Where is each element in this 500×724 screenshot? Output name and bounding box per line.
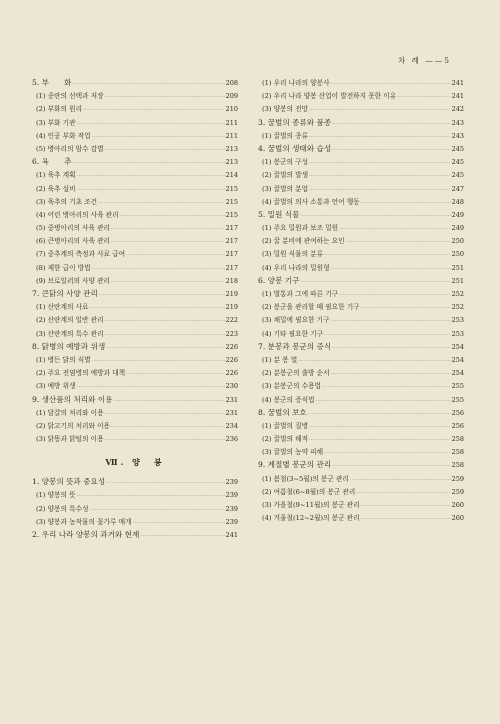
toc-entry-title: (3) 닭똥과 닭털의 이용 xyxy=(36,435,104,444)
toc-entry-title: (4) 겨울철(12~2월)의 봉군 관리 xyxy=(262,514,360,523)
toc-subsection-entry xyxy=(32,248,238,261)
toc-entry-title: (1) 양봉의 뜻 xyxy=(36,491,76,500)
dot-leader xyxy=(105,437,225,443)
toc-entry-page-number: 243 xyxy=(451,118,464,127)
toc-entry-page-number: 249 xyxy=(451,210,464,219)
toc-entry-title: 6. 육 추 xyxy=(32,157,72,167)
toc-left-after-list xyxy=(32,476,238,542)
dot-leader xyxy=(111,424,225,430)
dot-leader xyxy=(309,134,451,140)
dot-leader xyxy=(126,252,225,258)
toc-section-entry xyxy=(32,476,238,489)
toc-entry-title: (4) 인공 부화 작업 xyxy=(36,131,91,140)
toc-entry-title: (8) 제한 급이 방법 xyxy=(36,263,91,272)
toc-subsection-entry xyxy=(258,433,464,446)
toc-entry-page-number: 217 xyxy=(225,250,238,259)
toc-entry-page-number: 231 xyxy=(225,395,238,404)
toc-entry-title: 8. 닭병의 예방과 위생 xyxy=(32,341,106,351)
toc-entry-title: (4) 기타 필요한 기구 xyxy=(262,329,324,338)
toc-entry-page-number: 215 xyxy=(225,197,238,206)
toc-entry-title: (1) 봄철(3~5월)의 봉군 관리 xyxy=(262,474,349,483)
toc-subsection-entry xyxy=(32,117,238,130)
toc-entry-title: (2) 양봉의 특수성 xyxy=(36,504,89,513)
toc-entry-page-number: 241 xyxy=(451,79,464,87)
dot-leader xyxy=(324,332,451,338)
toc-entry-title: (5) 병아리의 암수 감별 xyxy=(36,144,104,153)
toc-entry-page-number: 251 xyxy=(451,263,464,272)
dot-leader xyxy=(98,200,225,206)
toc-entry-title: (2) 꿀벌의 발생 xyxy=(262,171,309,180)
toc-entry-page-number: 256 xyxy=(451,421,464,430)
dot-leader xyxy=(332,121,450,127)
toc-entry-page-number: 251 xyxy=(451,276,464,285)
toc-entry-title: (4) 봉군의 증식법 xyxy=(262,395,315,404)
toc-subsection-entry xyxy=(32,489,238,502)
toc-entry-title: (1) 병든 닭의 식별 xyxy=(36,355,91,364)
toc-subsection-entry xyxy=(32,262,238,275)
toc-entry-title: (3) 채밀에 필요한 기구 xyxy=(262,316,330,325)
toc-entry-page-number: 255 xyxy=(451,382,464,391)
toc-subsection-entry xyxy=(258,103,464,116)
toc-entry-page-number: 226 xyxy=(225,355,238,364)
toc-subsection-entry xyxy=(32,301,238,314)
toc-subsection-entry xyxy=(32,380,238,393)
toc-subsection-entry xyxy=(258,130,464,143)
toc-subsection-entry xyxy=(258,77,464,90)
toc-left-column xyxy=(32,77,238,542)
toc-subsection-entry xyxy=(32,367,238,380)
toc-right-column xyxy=(258,77,464,525)
toc-subsection-entry xyxy=(32,354,238,367)
toc-entry-title: (2) 산란계의 일반 관리 xyxy=(36,316,104,325)
dot-leader xyxy=(77,493,225,499)
toc-subsection-entry xyxy=(32,433,238,446)
dot-leader xyxy=(77,173,225,179)
toc-entry-title: (2) 우리 나라 양봉 산업이 발전하지 못한 이유 xyxy=(262,92,397,101)
dot-leader xyxy=(309,437,451,443)
running-header xyxy=(398,55,451,66)
toc-section-entry xyxy=(32,529,238,542)
toc-entry-page-number: 258 xyxy=(451,461,464,470)
dot-leader xyxy=(397,94,450,100)
header-dash: —— xyxy=(425,56,445,65)
toc-entry-page-number: 219 xyxy=(225,303,238,312)
toc-section-entry xyxy=(258,209,464,222)
toc-subsection-entry xyxy=(32,103,238,116)
dot-leader xyxy=(120,213,225,219)
toc-entry-title: 3. 꿀벌의 종류와 품종 xyxy=(258,117,332,127)
dot-leader xyxy=(346,239,451,245)
toc-subsection-entry xyxy=(258,288,464,301)
toc-subsection-entry xyxy=(258,394,464,407)
toc-entry-title: (3) 분봉군의 수용법 xyxy=(262,382,321,391)
toc-subsection-entry xyxy=(32,516,238,529)
toc-entry-page-number: 249 xyxy=(451,224,464,233)
toc-entry-title: (1) 우리 나라의 양봉사 xyxy=(262,79,330,87)
dot-leader xyxy=(331,371,451,377)
dot-leader xyxy=(339,292,450,298)
toc-subsection-entry xyxy=(258,499,464,512)
toc-subsection-entry xyxy=(32,328,238,341)
toc-subsection-entry xyxy=(258,248,464,261)
dot-leader xyxy=(309,424,451,430)
toc-entry-title: (3) 육추의 기초 조건 xyxy=(36,197,98,206)
toc-entry-page-number: 239 xyxy=(225,478,238,487)
toc-entry-page-number: 209 xyxy=(225,92,238,101)
dot-leader xyxy=(111,226,225,232)
dot-leader xyxy=(300,213,450,219)
toc-entry-title: (4) 꿀벌의 의사 소통과 언어 행동 xyxy=(262,197,360,206)
toc-entry-page-number: 218 xyxy=(225,276,238,285)
toc-subsection-entry xyxy=(258,169,464,182)
toc-subsection-entry xyxy=(258,314,464,327)
toc-subsection-entry xyxy=(258,328,464,341)
dot-leader xyxy=(309,187,451,193)
toc-subsection-entry xyxy=(32,314,238,327)
toc-subsection-entry xyxy=(258,473,464,486)
toc-subsection-entry xyxy=(32,169,238,182)
toc-entry-page-number: 247 xyxy=(451,184,464,193)
toc-entry-page-number: 245 xyxy=(451,171,464,180)
dot-leader xyxy=(114,398,225,404)
toc-subsection-entry xyxy=(258,420,464,433)
dot-leader xyxy=(331,266,451,272)
toc-subsection-entry xyxy=(32,275,238,288)
toc-subsection-entry xyxy=(258,380,464,393)
toc-entry-title: (3) 꿀벌의 분업 xyxy=(262,184,309,193)
toc-entry-page-number: 236 xyxy=(225,435,238,444)
toc-entry-title: (4) 어린 병아리의 사육 관리 xyxy=(36,210,119,219)
dot-leader xyxy=(332,345,450,351)
toc-entry-page-number: 222 xyxy=(225,316,238,325)
toc-entry-title: 7. 큰닭의 사양 관리 xyxy=(32,289,98,298)
toc-section-entry xyxy=(258,117,464,130)
toc-subsection-entry xyxy=(32,503,238,516)
toc-entry-title: (1) 산란계의 사료 xyxy=(36,303,89,312)
toc-subsection-entry xyxy=(258,446,464,459)
toc-subsection-entry xyxy=(258,183,464,196)
dot-leader xyxy=(298,358,450,364)
toc-entry-page-number: 250 xyxy=(451,250,464,259)
toc-entry-page-number: 215 xyxy=(225,210,238,219)
header-title: 차 례 xyxy=(398,56,421,65)
dot-leader xyxy=(92,134,225,140)
dot-leader xyxy=(106,480,224,486)
toc-entry-page-number: 252 xyxy=(451,303,464,312)
toc-entry-page-number: 217 xyxy=(225,224,238,233)
toc-entry-page-number: 245 xyxy=(451,158,464,167)
toc-entry-page-number: 211 xyxy=(225,131,238,140)
dot-leader xyxy=(126,371,225,377)
dot-leader xyxy=(324,450,451,456)
dot-leader xyxy=(73,160,225,166)
toc-entry-title: (6) 큰병아리의 사육 관리 xyxy=(36,237,110,246)
dot-leader xyxy=(361,305,451,311)
toc-entry-page-number: 245 xyxy=(451,144,464,153)
dot-leader xyxy=(105,411,225,417)
toc-entry-page-number: 259 xyxy=(451,487,464,496)
dot-leader xyxy=(332,147,450,153)
toc-subsection-entry xyxy=(32,407,238,420)
dot-leader xyxy=(106,345,224,351)
toc-entry-page-number: 208 xyxy=(225,79,238,87)
dot-leader xyxy=(99,292,225,298)
toc-subsection-entry xyxy=(32,196,238,209)
toc-entry-page-number: 252 xyxy=(451,290,464,298)
dot-leader xyxy=(105,318,225,324)
dot-leader xyxy=(105,147,225,153)
toc-entry-title: 9. 생산품의 처리와 이용 xyxy=(32,394,113,404)
toc-entry-title: 8. 꿀벌의 보호 xyxy=(258,407,307,417)
toc-entry-title: 9. 계절별 봉군의 관리 xyxy=(258,460,332,470)
toc-subsection-entry xyxy=(32,90,238,103)
toc-entry-page-number: 217 xyxy=(225,237,238,246)
dot-leader xyxy=(140,533,224,539)
toc-subsection-entry xyxy=(32,130,238,143)
toc-entry-page-number: 219 xyxy=(225,290,238,298)
toc-subsection-entry xyxy=(258,486,464,499)
toc-entry-page-number: 258 xyxy=(451,448,464,457)
toc-entry-page-number: 254 xyxy=(451,342,464,351)
toc-entry-page-number: 254 xyxy=(451,369,464,378)
toc-entry-page-number: 239 xyxy=(225,504,238,513)
toc-entry-title: (7) 중추계의 측정과 사료 급여 xyxy=(36,250,126,259)
toc-entry-page-number: 253 xyxy=(451,329,464,338)
toc-entry-page-number: 226 xyxy=(225,342,238,351)
toc-subsection-entry xyxy=(258,367,464,380)
toc-entry-title: (3) 산란계의 특수 관리 xyxy=(36,329,104,338)
dot-leader xyxy=(133,520,225,526)
toc-entry-title: (3) 가을철(9~11월)의 봉군 관리 xyxy=(262,501,360,509)
dot-leader xyxy=(105,94,225,100)
toc-entry-page-number: 215 xyxy=(225,184,238,193)
toc-entry-page-number: 217 xyxy=(225,263,238,272)
toc-entry-title: 6. 양봉 기구 xyxy=(258,275,300,285)
toc-entry-title: (1) 종란의 선택과 저장 xyxy=(36,92,104,101)
dot-leader xyxy=(77,187,225,193)
toc-entry-title: (2) 육추 설비 xyxy=(36,184,76,193)
toc-entry-page-number: 254 xyxy=(451,355,464,364)
toc-entry-page-number: 250 xyxy=(451,237,464,246)
dot-leader xyxy=(92,266,225,272)
toc-entry-title: (5) 중병아리의 사육 관리 xyxy=(36,224,110,233)
toc-entry-page-number: 230 xyxy=(225,382,238,391)
toc-section-entry xyxy=(32,394,238,407)
toc-entry-title: (3) 양봉과 농작물의 꽃가루 매개 xyxy=(36,517,132,526)
dot-leader xyxy=(361,516,451,522)
dot-leader xyxy=(361,200,451,206)
toc-entry-title: (2) 닭고기의 처리와 이용 xyxy=(36,421,110,430)
toc-entry-title: (1) 봉군의 구성 xyxy=(262,158,309,167)
toc-entry-title: (1) 벌통과 그에 따른 기구 xyxy=(262,290,339,298)
toc-subsection-entry xyxy=(258,262,464,275)
toc-entry-title: (1) 달걀의 처리와 이용 xyxy=(36,408,104,417)
dot-leader xyxy=(90,305,225,311)
dot-leader xyxy=(300,279,450,285)
toc-entry-title: (9) 브로일러의 사양 관리 xyxy=(36,276,110,285)
toc-entry-page-number: 258 xyxy=(451,435,464,444)
toc-entry-title: (2) 꿀 분비에 관여하는 요인 xyxy=(262,237,345,246)
toc-entry-page-number: 259 xyxy=(451,474,464,483)
toc-subsection-entry xyxy=(32,222,238,235)
toc-section-entry xyxy=(258,459,464,472)
toc-subsection-entry xyxy=(258,235,464,248)
dot-leader xyxy=(361,503,451,509)
toc-subsection-entry xyxy=(258,156,464,169)
toc-subsection-entry xyxy=(258,90,464,103)
dot-leader xyxy=(105,332,225,338)
toc-subsection-entry xyxy=(32,235,238,248)
dot-leader xyxy=(92,358,225,364)
toc-entry-page-number: 226 xyxy=(225,369,238,378)
toc-section-entry xyxy=(32,288,238,301)
dot-leader xyxy=(90,507,225,513)
toc-entry-page-number: 241 xyxy=(225,531,238,539)
dot-leader xyxy=(332,463,450,469)
toc-subsection-entry xyxy=(32,420,238,433)
toc-subsection-entry xyxy=(258,512,464,525)
toc-section-entry xyxy=(258,143,464,156)
dot-leader xyxy=(309,173,451,179)
toc-entry-page-number: 210 xyxy=(225,105,238,114)
dot-leader xyxy=(322,384,451,390)
toc-section-entry xyxy=(258,341,464,354)
toc-entry-title: 5. 밀원 식물 xyxy=(258,209,300,219)
toc-right-list xyxy=(258,77,464,525)
toc-entry-title: (2) 꿀벌의 해적 xyxy=(262,435,309,444)
toc-entry-page-number: 243 xyxy=(451,131,464,140)
toc-entry-title: (2) 주요 전염병의 예방과 대책 xyxy=(36,369,126,378)
dot-leader xyxy=(331,318,451,324)
toc-entry-title: 1. 양봉의 뜻과 중요성 xyxy=(32,477,106,487)
toc-section-entry xyxy=(258,407,464,420)
toc-entry-title: (2) 부화의 원리 xyxy=(36,105,83,114)
dot-leader xyxy=(331,81,451,87)
toc-entry-page-number: 260 xyxy=(451,514,464,523)
toc-entry-title: (3) 꿀벌의 농약 피해 xyxy=(262,448,324,457)
toc-entry-page-number: 234 xyxy=(225,421,238,430)
toc-entry-page-number: 213 xyxy=(225,158,238,167)
toc-entry-page-number: 231 xyxy=(225,408,238,417)
toc-entry-title: (2) 봉군을 관리할 때 필요한 기구 xyxy=(262,303,360,312)
toc-entry-title: (3) 예방 위생 xyxy=(36,382,76,391)
toc-entry-page-number: 255 xyxy=(451,395,464,404)
dot-leader xyxy=(309,160,451,166)
toc-subsection-entry xyxy=(258,196,464,209)
toc-entry-title: (2) 여름철(6~8월)의 봉군 관리 xyxy=(262,487,356,496)
toc-entry-title: (1) 분 봉 열 xyxy=(262,355,298,364)
toc-entry-page-number: 241 xyxy=(451,92,464,101)
toc-section-entry xyxy=(32,156,238,169)
header-page-number: 5 xyxy=(444,56,452,65)
toc-entry-title: (3) 양봉의 전망 xyxy=(262,105,309,114)
toc-entry-title: 5. 부 화 xyxy=(32,78,72,87)
toc-entry-page-number: 253 xyxy=(451,316,464,325)
toc-entry-title: (1) 꿀벌의 종류 xyxy=(262,131,309,140)
toc-entry-page-number: 260 xyxy=(451,501,464,509)
dot-leader xyxy=(309,107,451,113)
toc-section-entry xyxy=(32,341,238,354)
toc-entry-title: 2. 우리 나라 양봉의 과거와 현재 xyxy=(32,530,140,539)
toc-subsection-entry xyxy=(258,354,464,367)
toc-entry-page-number: 239 xyxy=(225,491,238,500)
dot-leader xyxy=(73,81,225,87)
toc-entry-page-number: 239 xyxy=(225,517,238,526)
toc-entry-title: (3) 밀원 식물의 분류 xyxy=(262,250,324,259)
toc-subsection-entry xyxy=(32,209,238,222)
toc-entry-title: (1) 육추 계획 xyxy=(36,171,76,180)
toc-subsection-entry xyxy=(32,143,238,156)
dot-leader xyxy=(356,490,450,496)
toc-entry-title: 7. 분봉과 봉군의 증식 xyxy=(258,341,332,351)
toc-entry-page-number: 248 xyxy=(451,197,464,206)
toc-entry-page-number: 242 xyxy=(451,105,464,114)
toc-subsection-entry xyxy=(258,222,464,235)
toc-entry-page-number: 223 xyxy=(225,329,238,338)
toc-section-entry xyxy=(258,275,464,288)
toc-entry-title: (1) 주요 밀원과 보조 밀원 xyxy=(262,224,339,233)
dot-leader xyxy=(324,252,451,258)
toc-entry-page-number: 214 xyxy=(225,171,238,180)
toc-subsection-entry xyxy=(258,301,464,314)
dot-leader xyxy=(77,384,225,390)
toc-left-list xyxy=(32,77,238,446)
dot-leader xyxy=(308,411,451,417)
dot-leader xyxy=(83,107,225,113)
toc-entry-title: 4. 꿀벌의 생태와 습성 xyxy=(258,143,332,153)
toc-entry-title: (4) 우리 나라의 밀원형 xyxy=(262,263,330,272)
toc-subsection-entry xyxy=(32,183,238,196)
dot-leader xyxy=(350,477,451,483)
toc-entry-title: (1) 꿀벌의 질병 xyxy=(262,421,309,430)
toc-entry-page-number: 213 xyxy=(225,144,238,153)
dot-leader xyxy=(339,226,450,232)
toc-entry-page-number: 211 xyxy=(225,118,238,127)
toc-section-entry xyxy=(32,77,238,90)
dot-leader xyxy=(316,398,451,404)
dot-leader xyxy=(111,239,225,245)
part-heading: Ⅶ. 양 봉 xyxy=(105,457,165,468)
dot-leader xyxy=(77,121,225,127)
toc-entry-title: (2) 분봉군의 출방 순서 xyxy=(262,369,330,378)
toc-entry-title: (3) 부화 기관 xyxy=(36,118,76,127)
dot-leader xyxy=(111,279,225,285)
toc-entry-page-number: 256 xyxy=(451,408,464,417)
